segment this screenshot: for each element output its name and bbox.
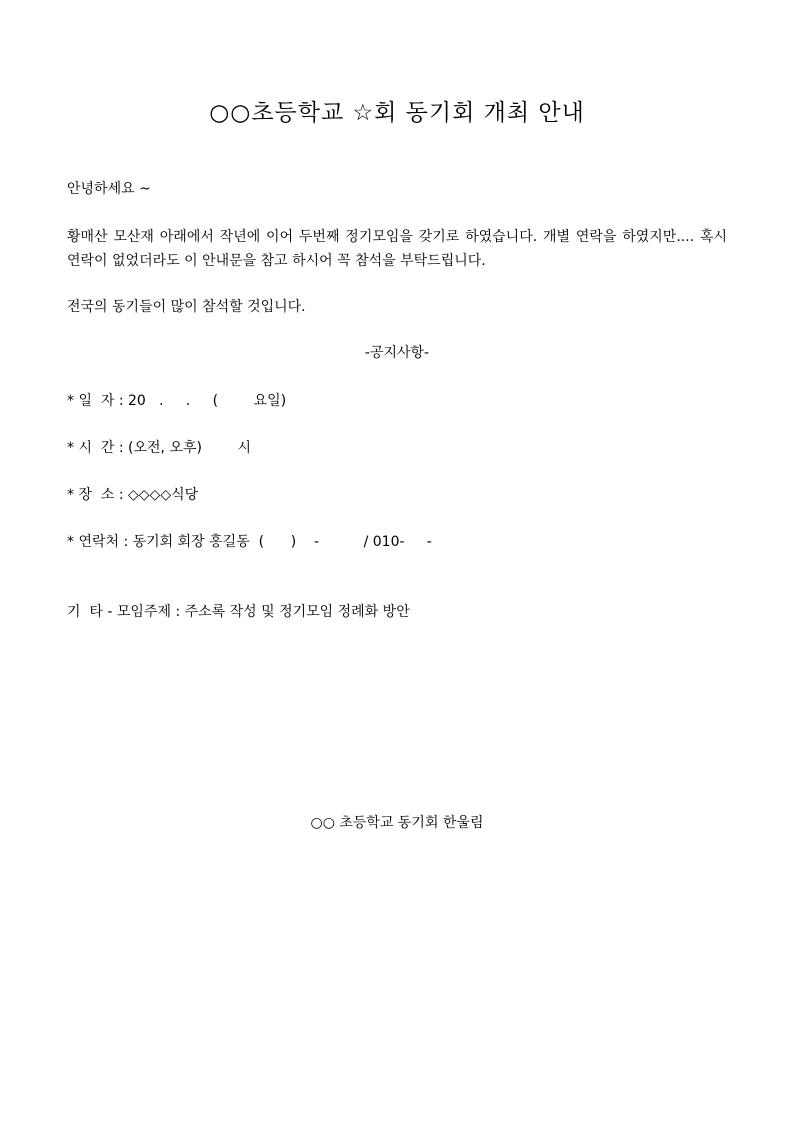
notice-item-time: * 시 간 : (오전, 오후) 시 xyxy=(67,440,252,456)
document-title: ○○초등학교 ☆회 동기회 개최 안내 xyxy=(209,100,585,126)
signature-text: ○○ 초등학교 동기회 한울림 xyxy=(310,815,484,831)
nationwide-text: 전국의 동기들이 많이 참석할 것입니다. xyxy=(67,299,306,315)
notice-item-place: * 장 소 : ◇◇◇◇식당 xyxy=(67,487,199,503)
greeting-text: 안녕하세요 ~ xyxy=(67,181,151,197)
notice-item-date: * 일 자 : 20 . . ( 요일) xyxy=(67,393,287,409)
notice-item-contact: * 연락처 : 동기회 회장 홍길동 ( ) - / 010- - xyxy=(67,534,432,550)
intro-paragraph: 황매산 모산재 아래에서 작년에 이어 두번째 정기모임을 갖기로 하였습니다. 개별 연락을 하였지만.... 혹시 연락이 없었더라도 이 안내문을 참고 하시어 꼭 참석을 부탁드립니다. xyxy=(67,229,727,269)
etc-text: 기 타 - 모임주제 : 주소록 작성 및 정기모임 정례화 방안 xyxy=(67,604,410,620)
notice-heading: -공지사항- xyxy=(364,345,430,361)
